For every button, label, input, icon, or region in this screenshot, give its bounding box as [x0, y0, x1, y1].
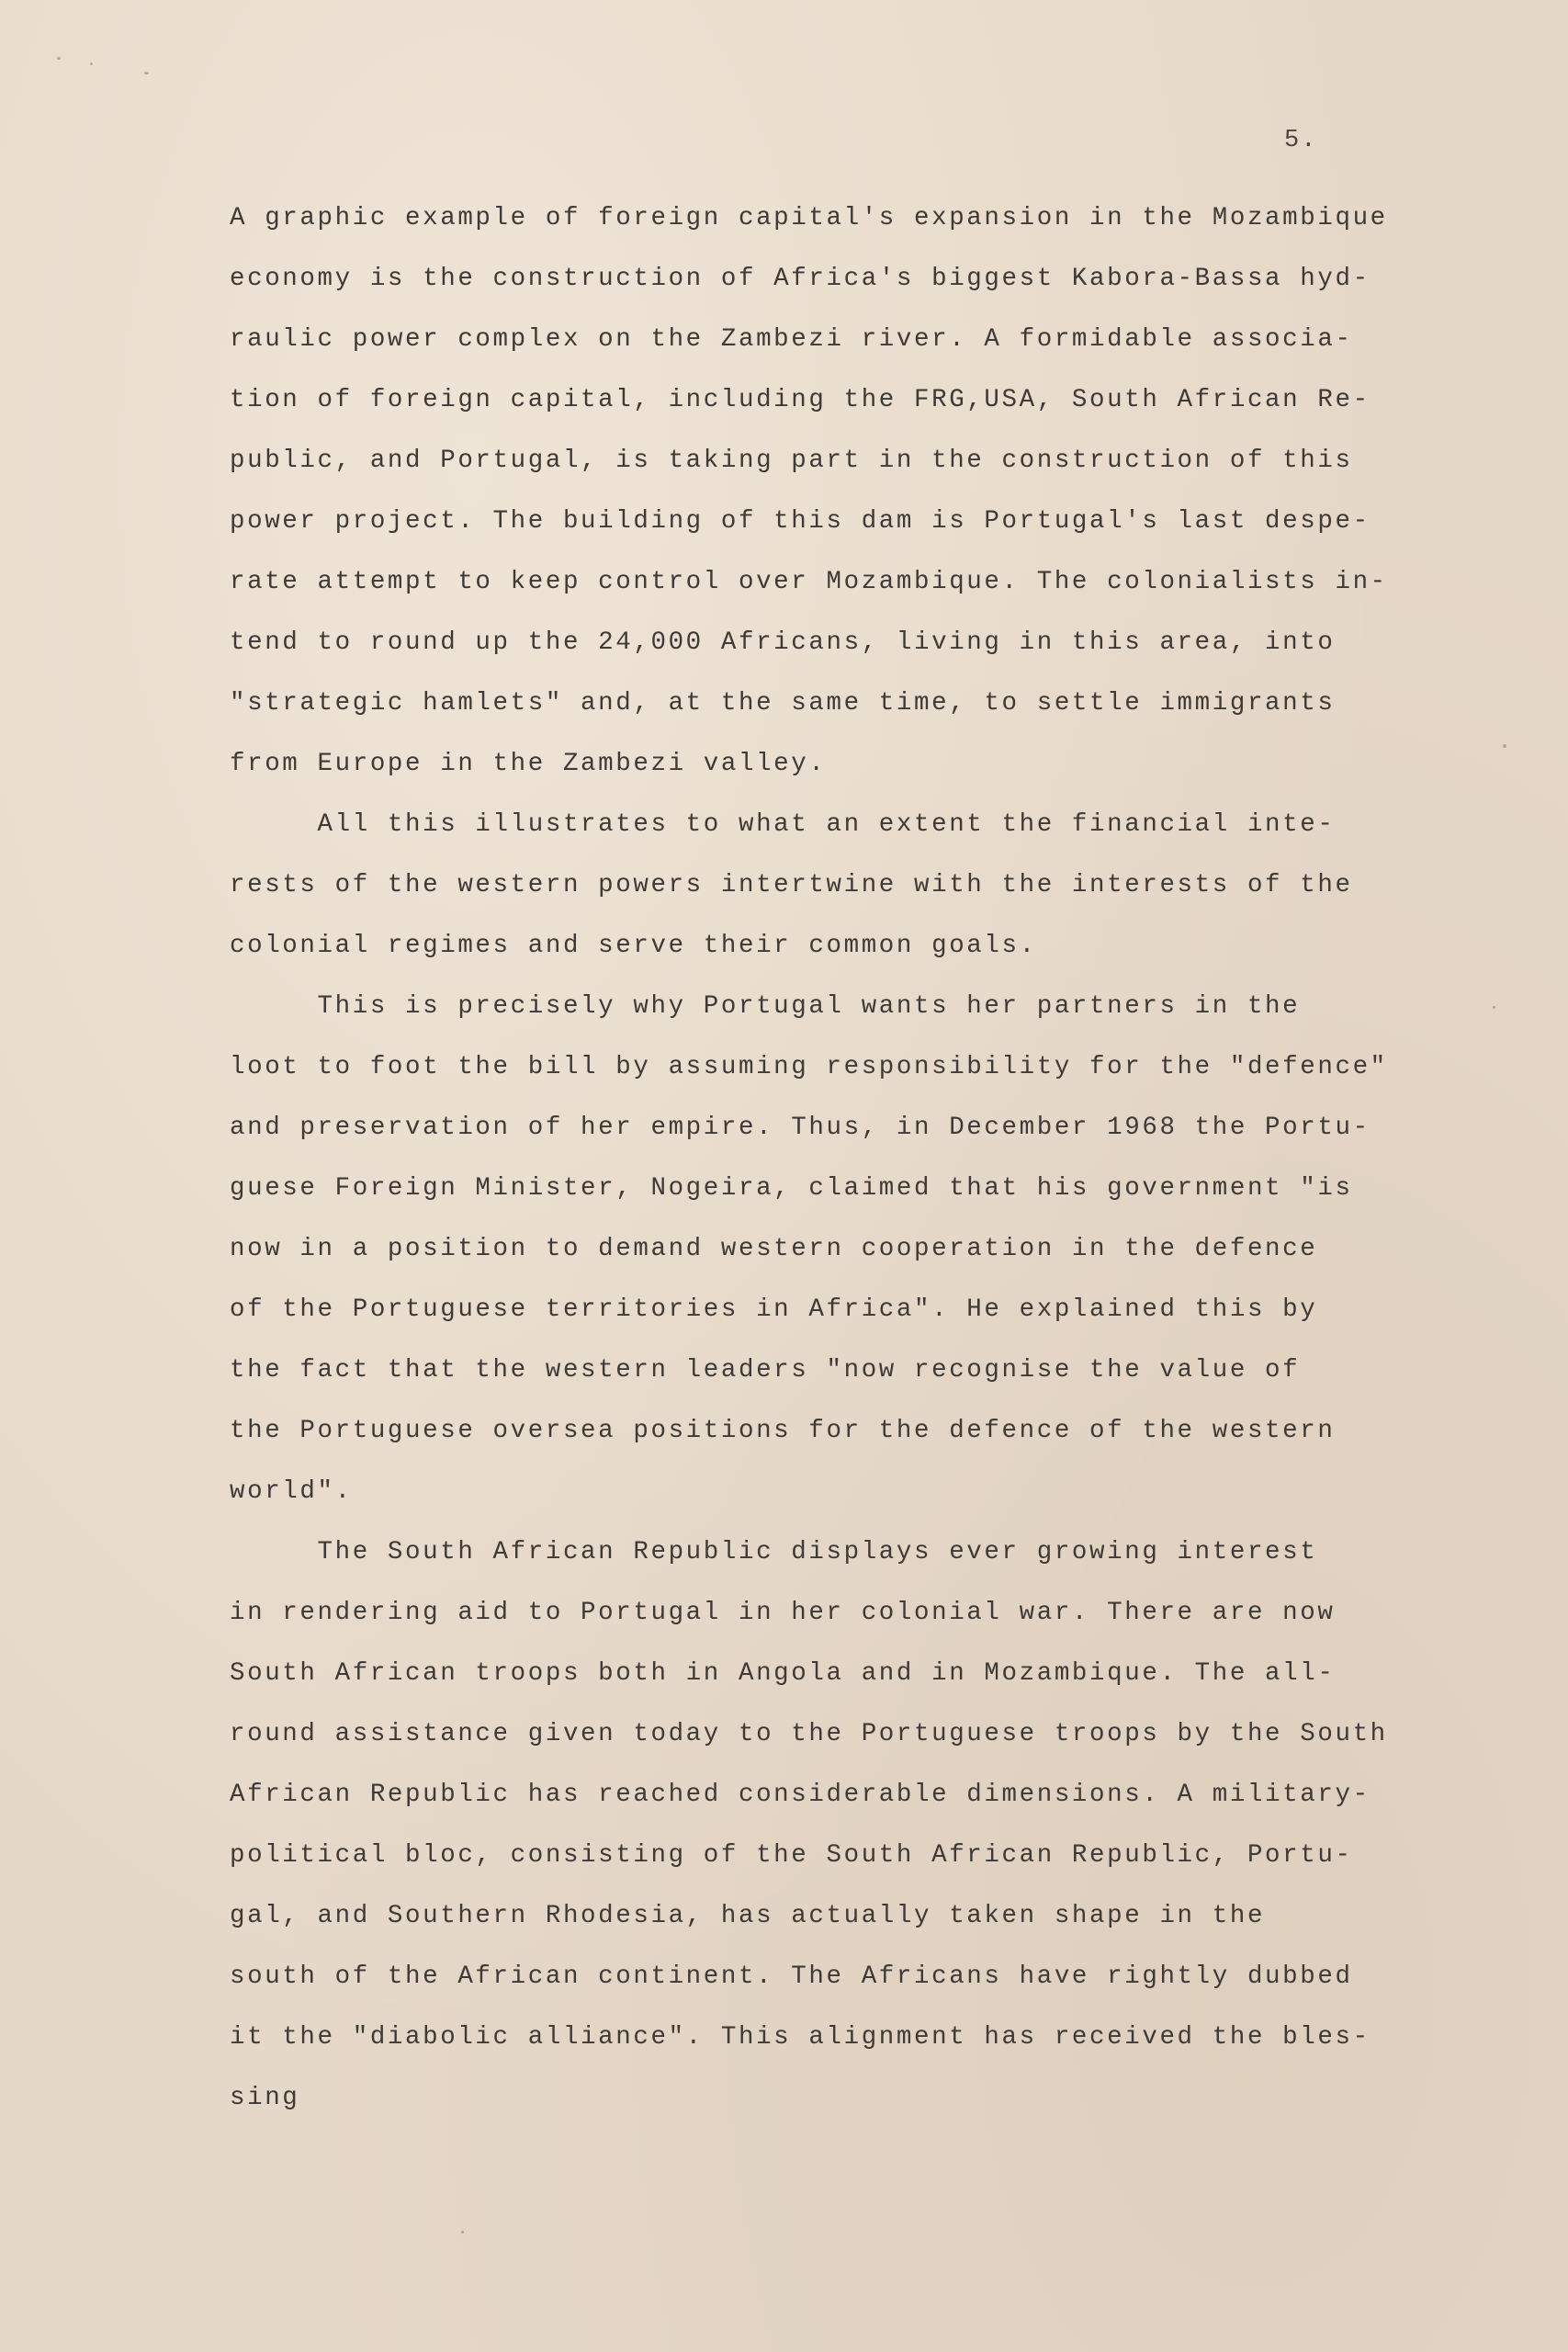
- text-line: "strategic hamlets" and, at the same time, to settle immigrants: [230, 689, 1336, 718]
- text-line: the Portuguese oversea positions for the defence of the western: [230, 1417, 1336, 1445]
- text-line: power project. The building of this dam is Portugal's last despe-: [230, 507, 1371, 536]
- text-line: economy is the construction of Africa's biggest Kabora-Bassa hyd-: [230, 265, 1371, 293]
- paper-speck: [90, 62, 93, 65]
- text-line: African Republic has reached considerable dimensions. A military-: [230, 1781, 1371, 1809]
- text-line: of the Portuguese territories in Africa". He explained this by: [230, 1295, 1318, 1324]
- text-line: South African troops both in Angola and in Mozambique. The all-: [230, 1659, 1336, 1688]
- text-line: colonial regimes and serve their common goals.: [230, 932, 1037, 960]
- paper-speck: [57, 57, 61, 60]
- text-line: in rendering aid to Portugal in her colonial war. There are now: [230, 1599, 1336, 1627]
- text-line: and preservation of her empire. Thus, in December 1968 the Portu-: [230, 1114, 1371, 1142]
- text-line: A graphic example of foreign capital's expansion in the Mozambique: [230, 204, 1388, 232]
- text-line: round assistance given today to the Portuguese troops by the South: [230, 1720, 1388, 1748]
- page-number: 5.: [1284, 127, 1318, 154]
- text-line: south of the African continent. The Africans have rightly dubbed: [230, 1962, 1353, 1991]
- text-line: the fact that the western leaders "now recognise the value of: [230, 1356, 1301, 1385]
- text-line: guese Foreign Minister, Nogeira, claimed that his government "is: [230, 1174, 1353, 1203]
- text-line: raulic power complex on the Zambezi river. A formidable associa-: [230, 325, 1353, 354]
- text-line: tend to round up the 24,000 Africans, living in this area, into: [230, 628, 1336, 657]
- text-line: it the "diabolic alliance". This alignment has received the bles-: [230, 2023, 1371, 2052]
- text-body: [230, 188, 1479, 2129]
- paper-speck: [144, 72, 149, 74]
- paper-speck: [1493, 1006, 1495, 1009]
- text-line: world".: [230, 1477, 353, 1506]
- text-line: from Europe in the Zambezi valley.: [230, 750, 827, 778]
- text-line: political bloc, consisting of the South African Republic, Portu-: [230, 1841, 1353, 1870]
- text-line: sing: [230, 2084, 300, 2112]
- paper-speck: [461, 2231, 464, 2233]
- paper-speck: [1503, 744, 1506, 748]
- text-line: All this illustrates to what an extent the financial inte-: [230, 810, 1336, 839]
- text-line: gal, and Southern Rhodesia, has actually taken shape in the: [230, 1902, 1266, 1930]
- text-line: now in a position to demand western cooperation in the defence: [230, 1235, 1318, 1263]
- text-line: rate attempt to keep control over Mozambique. The colonialists in-: [230, 568, 1388, 596]
- text-line: rests of the western powers intertwine with the interests of the: [230, 871, 1353, 899]
- text-line: tion of foreign capital, including the FRG,USA, South African Re-: [230, 386, 1371, 414]
- text-line: The South African Republic displays ever growing interest: [230, 1538, 1318, 1566]
- text-line: public, and Portugal, is taking part in the construction of this: [230, 447, 1353, 475]
- text-line: loot to foot the bill by assuming responsibility for the "defence": [230, 1053, 1388, 1081]
- text-line: This is precisely why Portugal wants her partners in the: [230, 992, 1301, 1021]
